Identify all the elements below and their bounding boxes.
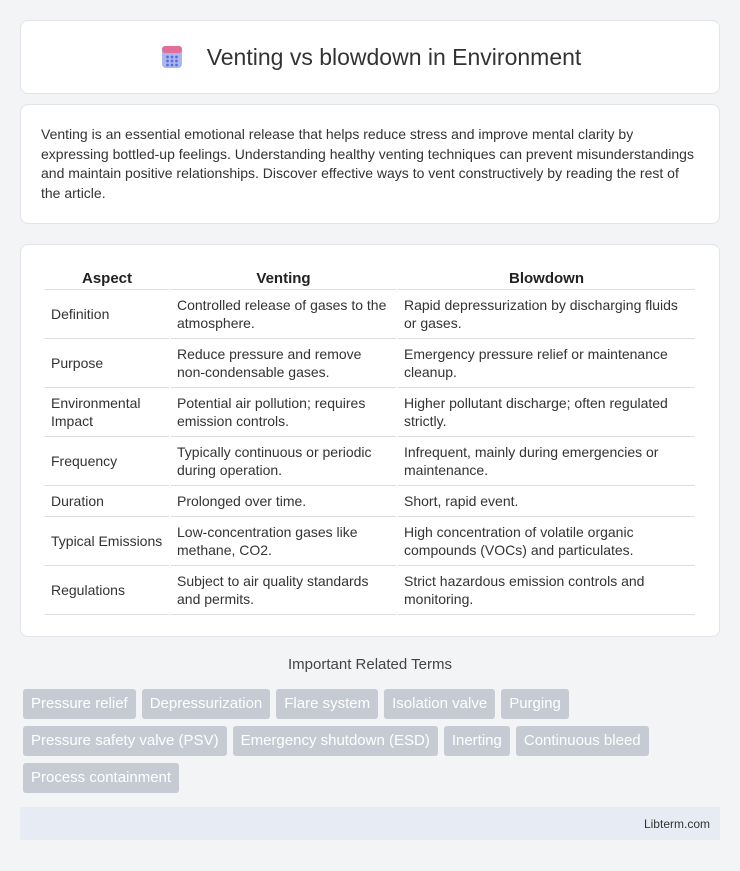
term-tag[interactable]: Pressure safety valve (PSV): [23, 726, 227, 756]
cell-venting: Potential air pollution; requires emission controls.: [171, 388, 396, 437]
cell-venting: Low-concentration gases like methane, CO2.: [171, 517, 396, 566]
cell-aspect: Typical Emissions: [45, 517, 169, 566]
term-tag[interactable]: Process containment: [23, 763, 179, 793]
table-row: [45, 486, 695, 517]
cell-venting: Controlled release of gases to the atmosphere.: [171, 290, 396, 339]
page-header: [20, 20, 720, 94]
footer-site-link[interactable]: Libterm.com: [643, 816, 710, 831]
term-tag[interactable]: Purging: [501, 689, 569, 719]
term-tag[interactable]: Emergency shutdown (ESD): [233, 726, 438, 756]
header-venting: Venting: [171, 265, 396, 290]
cell-blowdown: Rapid depressurization by discharging fluids or gases.: [398, 290, 695, 339]
related-terms-list: [23, 689, 703, 793]
header-blowdown: Blowdown: [398, 265, 695, 290]
intro-text: Venting is an essential emotional release that helps reduce stress and improve mental clarity by expressing bottled-up feelings. Understanding healthy venting techniques can prevent misunderstandings and maintain positive relationships. Discover effective ways to vent constructively by reading the rest of the article.: [41, 126, 694, 201]
table-row: [45, 437, 695, 486]
term-tag[interactable]: Isolation valve: [384, 689, 495, 719]
cell-venting: Subject to air quality standards and permits.: [171, 566, 396, 615]
term-tag[interactable]: Inerting: [444, 726, 510, 756]
related-terms-title: Important Related Terms: [288, 656, 452, 673]
cell-blowdown: Higher pollutant discharge; often regulated strictly.: [398, 388, 695, 437]
cell-aspect: Definition: [45, 290, 169, 339]
intro-card: [20, 104, 720, 224]
table-row: [45, 566, 695, 615]
cell-aspect: Purpose: [45, 339, 169, 388]
calculator-icon: [159, 44, 185, 70]
table-row: [45, 388, 695, 437]
table-header-row: [45, 265, 695, 290]
cell-blowdown: Short, rapid event.: [398, 486, 695, 517]
cell-blowdown: Infrequent, mainly during emergencies or maintenance.: [398, 437, 695, 486]
cell-blowdown: Emergency pressure relief or maintenance cleanup.: [398, 339, 695, 388]
cell-aspect: Duration: [45, 486, 169, 517]
cell-venting: Reduce pressure and remove non-condensable gases.: [171, 339, 396, 388]
term-tag[interactable]: Continuous bleed: [516, 726, 649, 756]
term-tag[interactable]: Flare system: [276, 689, 378, 719]
cell-blowdown: Strict hazardous emission controls and monitoring.: [398, 566, 695, 615]
term-tag[interactable]: Depressurization: [142, 689, 271, 719]
cell-venting: Typically continuous or periodic during operation.: [171, 437, 396, 486]
cell-aspect: Regulations: [45, 566, 169, 615]
cell-venting: Prolonged over time.: [171, 486, 396, 517]
table-row: [45, 339, 695, 388]
cell-aspect: Frequency: [45, 437, 169, 486]
page-title: Venting vs blowdown in Environment: [206, 43, 582, 70]
table-row: [45, 290, 695, 339]
footer: [20, 807, 720, 840]
comparison-table: [43, 265, 697, 615]
term-tag[interactable]: Pressure relief: [23, 689, 136, 719]
header-aspect: Aspect: [45, 265, 169, 290]
cell-blowdown: High concentration of volatile organic compounds (VOCs) and particulates.: [398, 517, 695, 566]
table-row: [45, 517, 695, 566]
cell-aspect: Environmental Impact: [45, 388, 169, 437]
comparison-card: [20, 244, 720, 637]
